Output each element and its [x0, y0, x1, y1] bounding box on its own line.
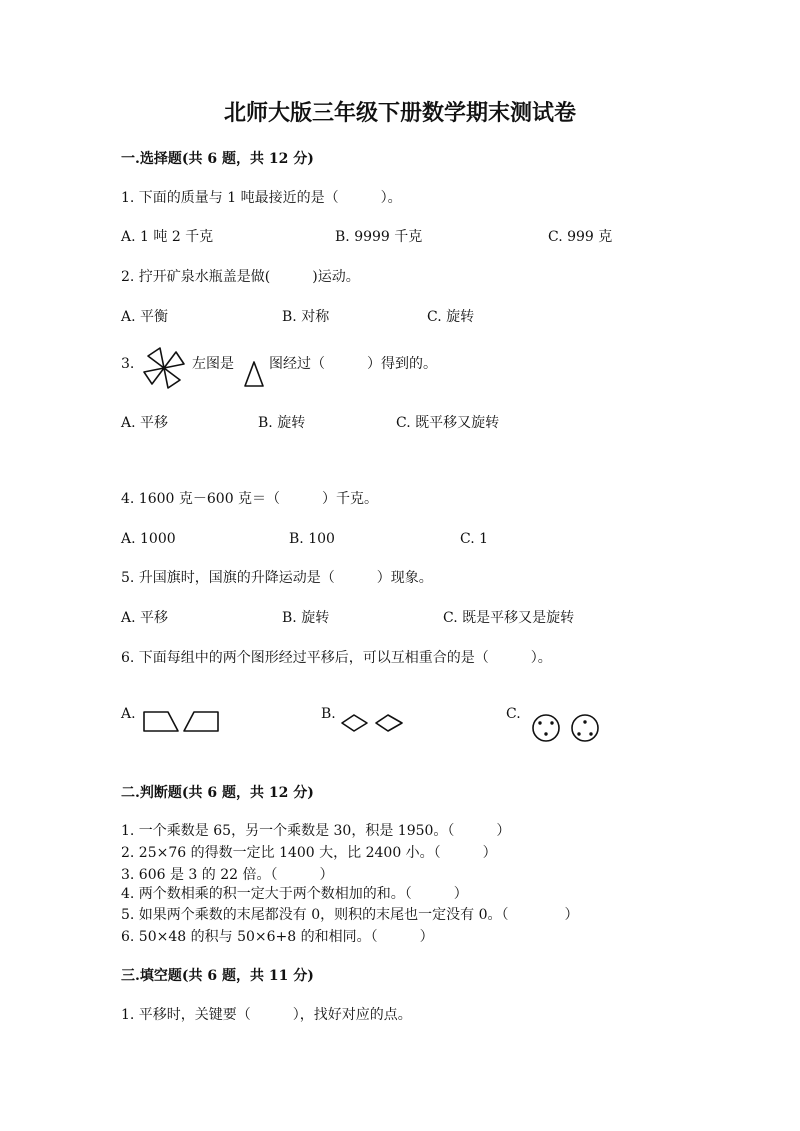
judgement-item: 2. 25×76 的得数一定比 1400 大，比 2400 小。（ ） — [121, 845, 497, 861]
q4-option-b: B. 100 — [289, 531, 335, 547]
q5-stem: 5. 升国旗时，国旗的升降运动是（ ）现象。 — [121, 570, 433, 586]
q5-option-b: B. 旋转 — [282, 610, 330, 626]
judgement-item: 6. 50×48 的积与 50×6+8 的和相同。（ ） — [121, 929, 434, 945]
q6-stem: 6. 下面每组中的两个图形经过平移后，可以互相重合的是（ ）。 — [121, 650, 552, 666]
q3-text-part1: 左图是 — [192, 356, 234, 372]
q5-option-c: C. 既是平移又是旋转 — [443, 610, 575, 626]
section-heading-judgement: 二.判断题(共 6 题，共 12 分) — [121, 785, 314, 801]
q1-option-b: B. 9999 千克 — [335, 229, 423, 245]
judgement-item: 5. 如果两个乘数的末尾都没有 0，则积的末尾也一定没有 0。（ ） — [121, 907, 579, 923]
section-heading-choice: 一.选择题(共 6 题，共 12 分) — [121, 151, 314, 167]
triangle-icon — [243, 360, 265, 388]
pinwheel-icon — [140, 344, 188, 392]
q1-stem: 1. 下面的质量与 1 吨最接近的是（ ）。 — [121, 190, 402, 206]
q2-option-b: B. 对称 — [282, 309, 330, 325]
q2-stem: 2. 拧开矿泉水瓶盖是做( )运动。 — [121, 269, 360, 285]
q3-text-part2: 图经过（ ）得到的。 — [269, 356, 437, 372]
q4-option-a: A. 1000 — [121, 531, 176, 547]
page-title: 北师大版三年级下册数学期末测试卷 — [223, 100, 576, 126]
q3-option-c: C. 既平移又旋转 — [396, 415, 500, 431]
q6-option-a: A. — [121, 706, 136, 722]
judgement-item: 4. 两个数相乘的积一定大于两个数相加的和。（ ） — [121, 886, 468, 902]
q5-option-a: A. 平移 — [121, 610, 169, 626]
judgement-item: 3. 606 是 3 的 22 倍。（ ） — [121, 867, 334, 883]
q4-option-c: C. 1 — [460, 531, 489, 547]
q1-option-c: C. 999 克 — [548, 229, 613, 245]
circle-pair-icon — [529, 713, 603, 743]
q3-option-a: A. 平移 — [121, 415, 169, 431]
q6-option-c: C. — [506, 706, 521, 722]
q3-option-b: B. 旋转 — [258, 415, 306, 431]
q6-option-b: B. — [321, 706, 336, 722]
q2-option-c: C. 旋转 — [427, 309, 475, 325]
section-heading-fill: 三.填空题(共 6 题，共 11 分) — [121, 968, 314, 984]
rhombus-pair-icon — [340, 712, 406, 734]
q4-stem: 4. 1600 克－600 克＝（ ）千克。 — [121, 491, 379, 507]
fill-q1: 1. 平移时，关键要（ ），找好对应的点。 — [121, 1007, 412, 1023]
q3-number: 3. — [121, 356, 135, 372]
q1-option-a: A. 1 吨 2 千克 — [121, 229, 214, 245]
judgement-item: 1. 一个乘数是 65，另一个乘数是 30，积是 1950。（ ） — [121, 823, 511, 839]
trapezoid-pair-icon — [140, 708, 222, 734]
q2-option-a: A. 平衡 — [121, 309, 169, 325]
